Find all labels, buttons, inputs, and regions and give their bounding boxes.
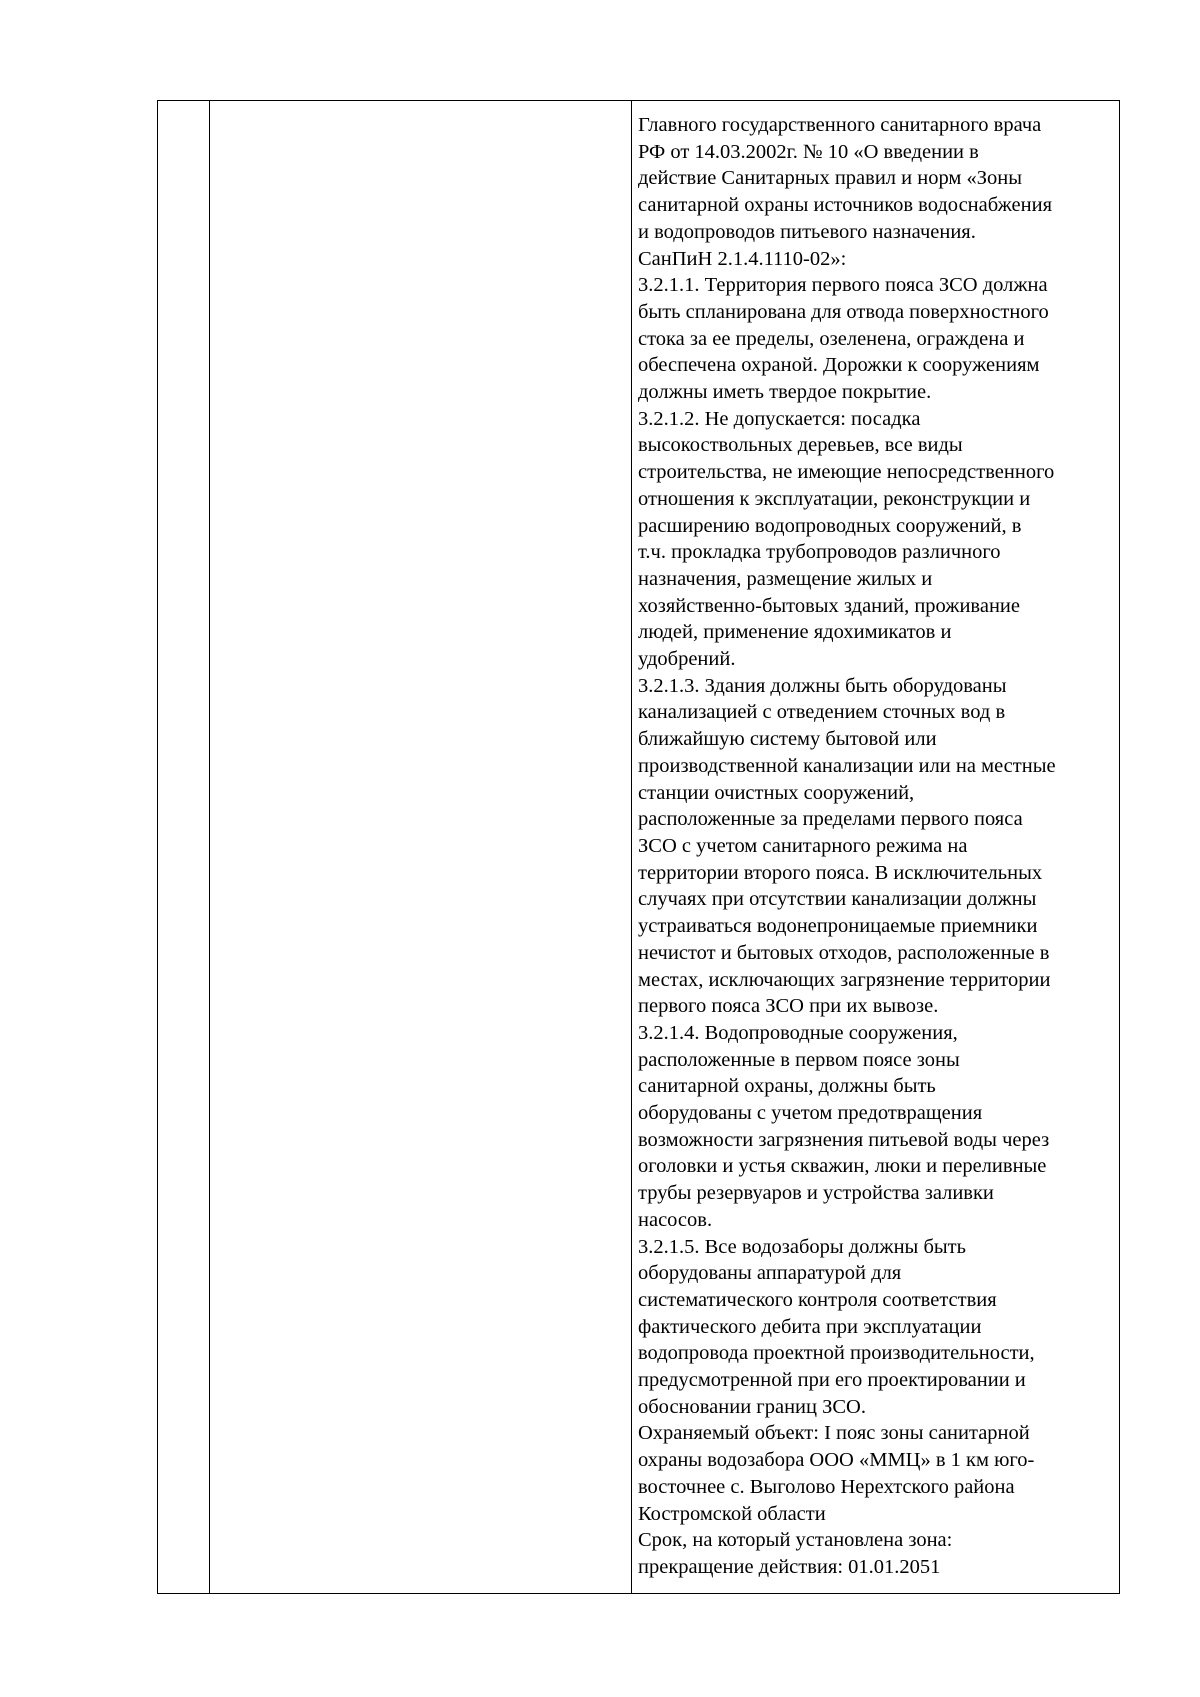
description-line: нечистот и бытовых отходов, расположенные в: [638, 941, 1050, 964]
description-line: насосов.: [638, 1208, 713, 1231]
description-line: устраиваться водонепроницаемые приемники: [638, 915, 1038, 938]
description-line: систематического контроля соответствия: [638, 1288, 997, 1311]
description-text: [638, 112, 1115, 1581]
description-line: хозяйственно-бытовых зданий, проживание: [638, 594, 1020, 617]
description-line: прекращение действия: 01.01.2051: [638, 1555, 941, 1578]
description-line: ближайшую систему бытовой или: [638, 728, 937, 751]
description-line: канализацией с отведением сточных вод в: [638, 701, 1006, 724]
description-line: первого пояса ЗСО при их вывозе.: [638, 995, 939, 1018]
description-line: случаях при отсутствии канализации должны: [638, 888, 1037, 911]
description-line: ЗСО с учетом санитарного режима на: [638, 834, 968, 857]
description-line: Костромской области: [638, 1502, 826, 1525]
table-cell-description: [632, 101, 1119, 1593]
description-line: расположенные за пределами первого пояса: [638, 808, 1023, 831]
description-line: Охраняемый объект: I пояс зоны санитарной: [638, 1422, 1030, 1445]
table-cell-number: [158, 101, 210, 1593]
description-line: расширению водопроводных сооружений, в: [638, 514, 1022, 537]
description-line: 3.2.1.2. Не допускается: посадка: [638, 407, 921, 430]
document-table: [157, 100, 1120, 1594]
description-line: санитарной охраны источников водоснабжения: [638, 194, 1053, 217]
description-line: т.ч. прокладка трубопроводов различного: [638, 541, 1001, 564]
description-line: Срок, на который установлена зона:: [638, 1529, 953, 1552]
description-line: быть спланирована для отвода поверхностного: [638, 300, 1049, 323]
description-line: станции очистных сооружений,: [638, 781, 915, 804]
description-line: предусмотренной при его проектировании и: [638, 1369, 1026, 1392]
description-line: производственной канализации или на местные: [638, 754, 1056, 777]
description-line: действие Санитарных правил и норм «Зоны: [638, 167, 1023, 190]
description-line: стока за ее пределы, озеленена, ограждена и: [638, 327, 1025, 350]
description-line: трубы резервуаров и устройства заливки: [638, 1182, 994, 1205]
description-line: местах, исключающих загрязнение территории: [638, 968, 1051, 991]
description-line: назначения, размещение жилых и: [638, 567, 933, 590]
description-line: удобрений.: [638, 648, 736, 671]
description-line: 3.2.1.4. Водопроводные сооружения,: [638, 1021, 958, 1044]
description-line: оборудованы аппаратурой для: [638, 1262, 902, 1285]
description-line: фактического дебита при эксплуатации: [638, 1315, 982, 1338]
table-cell-name: [210, 101, 632, 1593]
description-line: РФ от 14.03.2002г. № 10 «О введении в: [638, 140, 979, 163]
description-line: обосновании границ ЗСО.: [638, 1395, 866, 1418]
description-line: отношения к эксплуатации, реконструкции и: [638, 487, 1031, 510]
description-line: оборудованы с учетом предотвращения: [638, 1102, 983, 1125]
description-line: людей, применение ядохимикатов и: [638, 621, 952, 644]
description-line: Главного государственного санитарного врача: [638, 114, 1042, 136]
description-line: строительства, не имеющие непосредственного: [638, 461, 1055, 484]
description-line: расположенные в первом поясе зоны: [638, 1048, 960, 1071]
description-line: СанПиН 2.1.4.1110-02»:: [638, 247, 847, 270]
description-line: должны иметь твердое покрытие.: [638, 381, 932, 404]
description-line: водопровода проектной производительности,: [638, 1342, 1035, 1365]
description-line: восточнее с. Выголово Нерехтского района: [638, 1475, 1015, 1498]
description-line: территории второго пояса. В исключительных: [638, 861, 1043, 884]
description-line: высокоствольных деревьев, все виды: [638, 434, 963, 457]
description-line: оголовки и устья скважин, люки и переливные: [638, 1155, 1047, 1178]
description-line: санитарной охраны, должны быть: [638, 1075, 936, 1098]
description-line: охраны водозабора ООО «ММЦ» в 1 км юго-: [638, 1449, 1035, 1472]
description-line: 3.2.1.3. Здания должны быть оборудованы: [638, 674, 1007, 697]
description-line: обеспечена охраной. Дорожки к сооружениям: [638, 354, 1040, 377]
description-line: 3.2.1.5. Все водозаборы должны быть: [638, 1235, 966, 1258]
description-line: и водопроводов питьевого назначения.: [638, 220, 976, 243]
description-line: возможности загрязнения питьевой воды через: [638, 1128, 1050, 1151]
description-line: 3.2.1.1. Территория первого пояса ЗСО должна: [638, 274, 1048, 297]
